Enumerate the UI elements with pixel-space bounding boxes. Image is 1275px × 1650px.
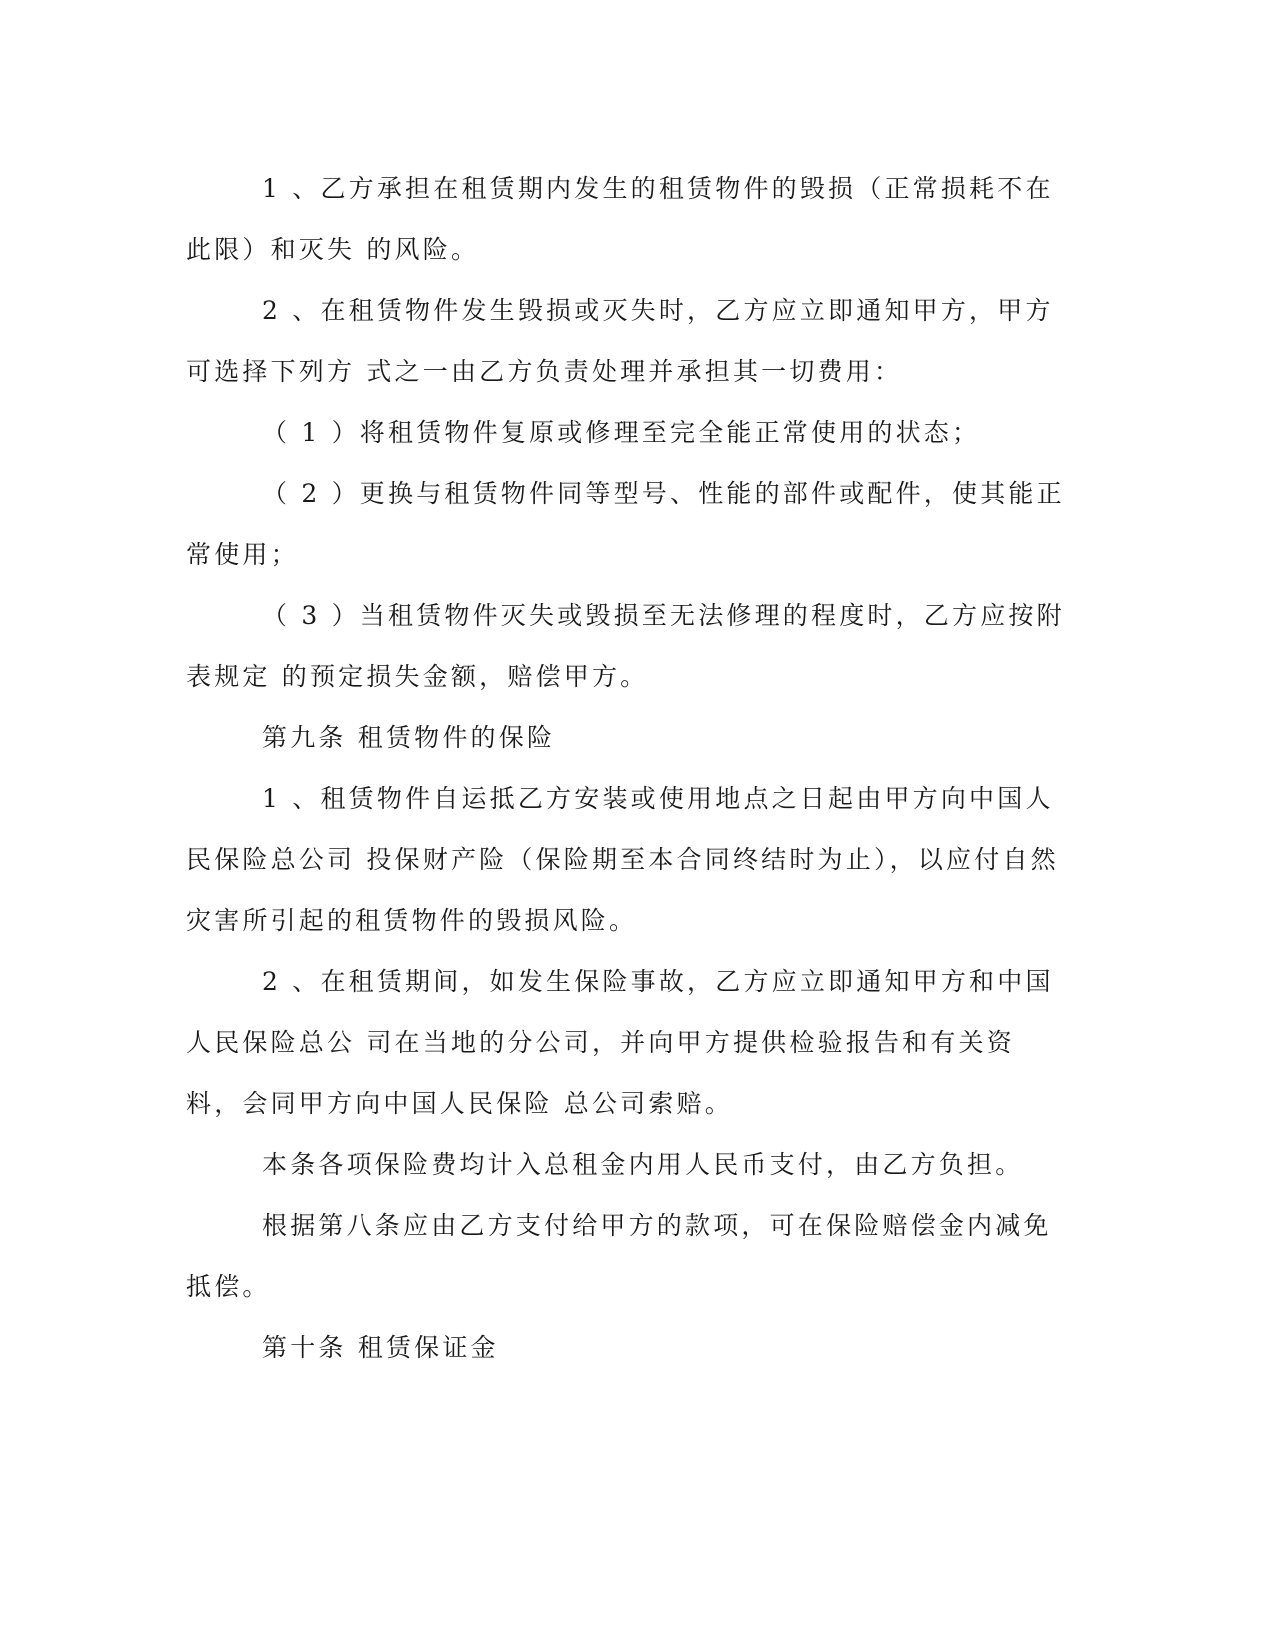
paragraph-damage-notice: 2 、在租赁物件发生毁损或灭失时，乙方应立即通知甲方，甲方可选择下列方 式之一由乙方负责处理并承担其一切费用： xyxy=(186,296,1054,386)
paragraph-insurance-fee: 本条各项保险费均计入总租金内用人民币支付，由乙方负担。 xyxy=(262,1150,1024,1179)
document-body xyxy=(186,158,1066,1378)
paragraph-risk-bearing: 1 、乙方承担在租赁期内发生的租赁物件的毁损（正常损耗不在此限）和灭失 的风险。 xyxy=(186,174,1054,264)
paragraph-insurance-claim: 2 、在租赁期间，如发生保险事故，乙方应立即通知甲方和中国人民保险总公 司在当地的分公司，并向甲方提供检验报告和有关资料，会同甲方向中国人民保险 总公司索赔。 xyxy=(186,967,1054,1118)
paragraph-insurance-coverage: 1 、租赁物件自运抵乙方安装或使用地点之日起由甲方向中国人民保险总公司 投保财产险（保险期至本合同终结时为止），以应付自然灾害所引起的租赁物件的毁损风险。 xyxy=(186,784,1059,935)
paragraph-option-replace: （ 2 ）更换与租赁物件同等型号、性能的部件或配件，使其能正常使用； xyxy=(186,479,1065,569)
paragraph-option-compensate: （ 3 ）当租赁物件灭失或毁损至无法修理的程度时，乙方应按附表规定 的预定损失金额，赔偿甲方。 xyxy=(186,601,1065,691)
paragraph-offset-payment: 根据第八条应由乙方支付给甲方的款项，可在保险赔偿金内减免抵偿。 xyxy=(186,1211,1052,1301)
paragraph-option-restore: （ 1 ）将租赁物件复原或修理至完全能正常使用的状态； xyxy=(262,418,981,447)
article-10-heading: 第十条 租赁保证金 xyxy=(262,1333,499,1362)
article-9-heading: 第九条 租赁物件的保险 xyxy=(262,723,556,752)
